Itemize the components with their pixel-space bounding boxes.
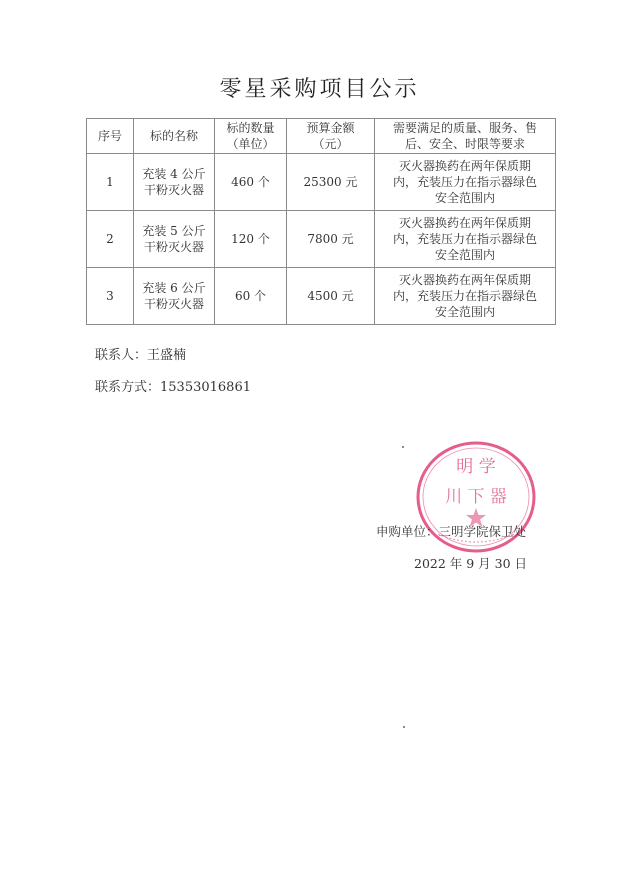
cell-budget: 7800 元 [287,211,375,268]
cell-requirements: 灭火器换药在两年保质期 内，充装压力在指示器绿色 安全范围内 [375,268,556,325]
cell-requirements: 灭火器换药在两年保质期 内，充装压力在指示器绿色 安全范围内 [375,154,556,211]
header-no: 序号 [87,119,134,154]
table-row [87,268,556,325]
cell-budget: 25300 元 [287,154,375,211]
cell-no: 2 [87,211,134,268]
cell-quantity: 120 个 [215,211,287,268]
cell-no: 1 [87,154,134,211]
sign-date: 2022 年 9 月 30 日 [414,556,528,571]
cell-quantity: 60 个 [215,268,287,325]
cell-budget: 4500 元 [287,268,375,325]
cell-requirements: 灭火器换药在两年保质期 内，充装压力在指示器绿色 安全范围内 [375,211,556,268]
cell-item-name: 充装 6 公斤 干粉灭火器 [134,268,215,325]
cell-quantity: 460 个 [215,154,287,211]
table-header-row [87,119,556,154]
scan-speck [403,726,405,728]
seal-top-text: 明 学 [456,457,496,477]
cell-item-name: 充装 5 公斤 干粉灭火器 [134,211,215,268]
scan-speck [402,446,404,448]
table-row [87,211,556,268]
seal-middle-text: 川 下 器 [445,487,507,507]
header-requirements: 需要满足的质量、服务、售 后、安全、时限等要求 [375,119,556,154]
header-budget: 预算金额 （元） [287,119,375,154]
table-row [87,154,556,211]
contact-phone: 联系方式：15353016861 [95,380,251,395]
header-quantity: 标的数量 （单位） [215,119,287,154]
cell-item-name: 充装 4 公斤 干粉灭火器 [134,154,215,211]
page-title: 零星采购项目公示 [219,77,420,102]
header-item-name: 标的名称 [134,119,215,154]
cell-no: 3 [87,268,134,325]
applicant-unit: 申购单位：三明学院保卫处 [376,524,527,539]
contact-person: 联系人：王盛楠 [95,348,187,363]
procurement-table [86,118,556,325]
